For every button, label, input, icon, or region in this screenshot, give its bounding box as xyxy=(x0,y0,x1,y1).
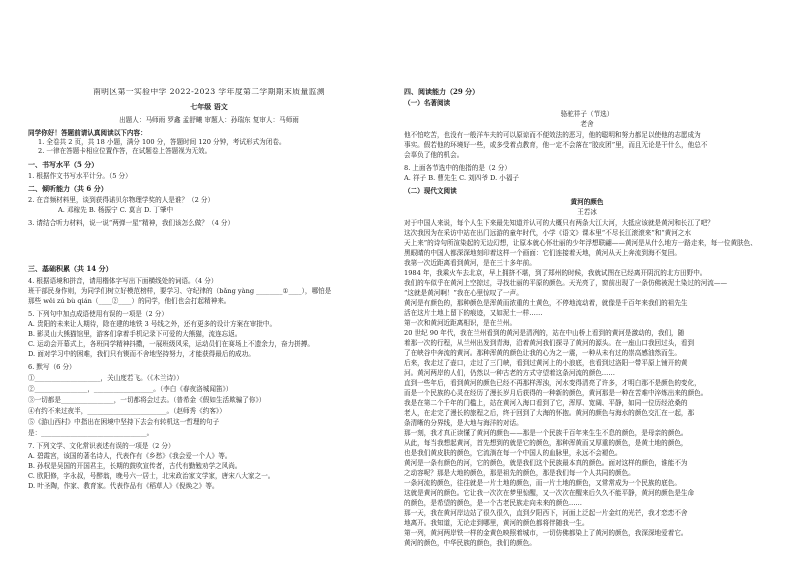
passage-2-line: 黑眼睛的中国人都深深地刻印着这样一个画面：它们连接着天地，黄河从天上奔流到海不复回。 xyxy=(404,249,681,257)
question-3: 3. 请结合听力材料，说一说“两弹一星”精神，我们该怎么做？（4 分） xyxy=(28,219,235,227)
question-5-option-d: D. 面对学习中的困难，我们只有锲而不舍地坚持努力，才能获得最后的成功。 xyxy=(28,350,255,358)
question-8: 8. 上面各节选中的他指的是（2 分） xyxy=(404,164,511,172)
question-2: 2. 在音频材料里，谈到获得诺贝尔物理学奖的人是谁？（2 分） xyxy=(28,196,215,204)
passage-2-line: 也是我们黄皮肤的颜色，它流淌在每一个中国人的血脉里，永远不会褪色。 xyxy=(404,449,622,457)
exam-staff: 出题人：马师雨 罗鑫 孟舒曦 审题人：孙瑞东 复审人：马师雨 xyxy=(119,116,299,124)
section-1-heading: 一、书写水平（5 分） xyxy=(28,161,99,169)
passage-2-line: 而是一个民族的心灵在经历了漫长岁月后获得的一种新的颜色，黄河那是一种在苦难中淬炼出来的颜色。 xyxy=(404,389,708,397)
passage-2-line: 第一列，黄河两岸铁一样的金黄色映照着城市，一切仿佛都染上了黄河的颜色，我深深地爱着它。 xyxy=(404,529,688,537)
passage-2-line: 第一次和黄河近距离相识，是在兰州。 xyxy=(404,319,517,327)
question-5-option-b: B. 影灵山大熊猫馆里，游客们拿着手机记录下可爱的大熊猫，流连忘返。 xyxy=(28,330,242,338)
question-6-item-5: ⑤《游山西村》中指出在困境中坚持下去会有转机这一哲理的句子 xyxy=(28,418,220,426)
question-5-option-a: A. 贵阳的未来让人期待，除在建的地铁 3 号线之外，还有更多的设计方案在审批中。 xyxy=(28,320,277,328)
exam-title: 南明区第一实验中学 2022-2023 学年度第二学期期末质量监测 xyxy=(92,88,325,96)
passage-2-line: 天上来”的诗句所渲染起的无边幻想，让原本就心怀壮丽的少年浮想联翩——黄河是从什么地方一路走来，每一位黄肤色、 xyxy=(404,239,757,247)
section-3-heading: 三、基础积累（共 14 分） xyxy=(28,265,113,273)
question-6-item-2: ②________________，__________________。（李白《春夜洛城闻笛》） xyxy=(28,385,233,393)
passage-2-line: 一条河流的颜色，往往就是一片土地的颜色，而一片土地的颜色，又常常成为一个民族的底色。 xyxy=(404,479,681,487)
question-6-item-5-cont: 是：________________________________。 xyxy=(28,429,154,437)
notice-item-2: 2. 一律在答题卡相应位置作答，在试题卷上答题视为无效。 xyxy=(38,147,212,155)
question-1: 1. 根据作文书写水平计分。（5 分） xyxy=(28,172,132,180)
passage-2-line: “这就是黄河啊！”我在心里惊叹了一声。 xyxy=(404,289,523,297)
question-4-line-2: 那些 wěi zú bù qián（____②____）的同学，他们也会打起精神来。 xyxy=(28,297,231,305)
passage-2-line: 那一刻，我才真正读懂了黄河的颜色——那是一个民族千百年来生生不息的颜色，是母亲的颜色。 xyxy=(404,429,688,437)
section-2-heading: 二、倾听能力（共 6 分） xyxy=(28,185,108,193)
passage-2-line: 直到一些年后，看到黄河的颜色已经不再那样浑浊，河水变得清亮了许多，才明白那不是颜色的变化， xyxy=(404,379,701,387)
part-2-heading: （二）现代文阅读 xyxy=(404,187,457,195)
passage-2-line: 地离开。我知道，无论走到哪里，黄河的颜色都将伴随我一生。 xyxy=(404,519,589,527)
passage-2-line: 黄河是一条有颜色的河，它的颜色，就是我们这个民族最本真的颜色。面对这样的颜色，谁能不为 xyxy=(404,459,688,467)
passage-1-line-2: 事实。假若他的环境好一些，或多受着点教育，他一定不会落在“胶皮团”里，而且无论是干什么，他总不 xyxy=(404,141,708,149)
passage-1-title: 骆驼祥子（节选） xyxy=(560,110,614,118)
passage-2-title: 黄河的颜色 xyxy=(570,198,604,206)
passage-2-line: 河。黄河两岸的人们，仍然以一种古老的方式守望着这条河流的颜色…… xyxy=(404,369,615,377)
question-5-option-c: C. 运动会开幕式上，各班同学精神抖擞，一展班级风采，运动员们在赛场上不遗余力，奋力拼搏。 xyxy=(28,340,314,348)
part-1-heading: （一）名著阅读 xyxy=(404,99,451,107)
section-4-heading: 四、阅读能力（29 分） xyxy=(404,88,480,96)
question-7-option-c: C. 欧阳修，字永叔，号醉翁，晚号六一居士，北宋政治家文学家，唐宋八大家之一。 xyxy=(28,472,275,480)
passage-2-line: 后来，我走过了壶口，走过了三门峡，看到过黄河上的小浪底，也看到过洛阳一带平原上铺开的黄 xyxy=(404,359,688,367)
passage-2-author: 王若冰 xyxy=(577,208,597,216)
passage-2-line: 活在这片土地上留下的痕迹，又如泥土一样…… xyxy=(404,309,543,317)
passage-2-line: 我们的车似乎在黄河上空掠过，寻找壮丽的平原的颜色。天光亮了，窗前出现了一条仿佛被泥土染过的河流—— xyxy=(404,279,728,287)
passage-2-line: 条清晰的分界线，是大地与海洋的对话。 xyxy=(404,419,523,427)
question-7-option-d: D. 叶圣陶，作家、教育家。代表作品有《稻草人》《倪焕之》等。 xyxy=(28,482,219,490)
passage-1-line-3: 会辜负了他的机会。 xyxy=(404,151,464,159)
passage-2-line: 的颜色，是希望的颜色，是一个古老民族走向未来的颜色…… xyxy=(404,499,583,507)
right-column xyxy=(404,0,770,562)
question-5: 5. 下列句中加点成语使用有误的一项是（2 分） xyxy=(28,310,168,318)
passage-2-line: 这次我因为在采访中站在出门远游的童年时代，小学《语文》课本里“不尽长江滚滚来”和“黄河之水 xyxy=(404,229,692,237)
question-8-options: A. 祥子 B. 曹先生 C. 刘四爷 D. 小福子 xyxy=(404,174,520,182)
notice-heading: 同学你好！答题前请认真阅读以下内容： xyxy=(28,129,147,137)
passage-2-line: 老人，在走完了漫长的旅程之后，终于回到了大海的怀抱。黄河的颜色与海水的颜色交汇在一起，那 xyxy=(404,409,695,417)
passage-2-line: 对于中国人来说，每个人生下来最先知道并认可的大概只有两条大江大河，大抵应该就是黄河和长江了吧？ xyxy=(404,219,714,227)
question-6: 6. 默写（6 分） xyxy=(28,363,76,371)
passage-2-line: 黄河是有颜色的，那种颜色是浑黄而浓重的土黄色，不停地流动着，就像是千百年来我们的祖先生 xyxy=(404,299,688,307)
notice-item-1: 1. 全卷共 2 页，共 18 小题，满分 100 分，答题时间 120 分钟，考试形式为闭卷。 xyxy=(38,138,286,146)
question-7: 7. 下列文学、文化常识表述有误的一项是（2 分） xyxy=(28,442,175,450)
passage-2-line: 了在峡谷中奔流的黄河。那种浑黄的颜色让我的心为之一震，一种从未有过的崇高感油然而生。 xyxy=(404,349,681,357)
question-6-item-4: ④有约不来过夜半，________________________。（赵师秀《约客》） xyxy=(28,407,226,415)
passage-2-line: 黄河的颜色，中华民族的颜色，我们的颜色。 xyxy=(404,539,536,547)
left-column xyxy=(28,0,390,562)
passage-2-line: 之动容呢？那是大地的颜色，那是祖先的颜色，那是我们每一个人共同的颜色。 xyxy=(404,469,635,477)
passage-2-line: 着那一次的行程，从兰州出发到青海，沿着黄河我们探寻了黄河的源头。在一座山口我回过头，看到 xyxy=(404,339,695,347)
passage-1-line-1: 他不怕吃苦，也没有一般洋车夫的可以原谅而不便效法的恶习，他的聪明和努力都足以使他的志愿成为 xyxy=(404,131,701,139)
passage-2-line: 我第一次近距离看到黄河，是在三十多年前。 xyxy=(404,259,536,267)
question-6-item-1: ①____________________，关山度若飞。（《木兰诗》） xyxy=(28,374,183,382)
question-7-option-a: A. 碧霞宫，该国的著名诗人，代表作有《乡愁》《我会爱一个人》等。 xyxy=(28,452,232,460)
passage-2-line: 这就是黄河的颜色。它让我一次次在梦里惊醒，又一次次在醒来后久久不能平静，黄河的颜色是生命 xyxy=(404,489,695,497)
question-2-options: A. 邓稼先 B. 杨振宁 C. 莫言 D. 丁肇中 xyxy=(58,206,174,214)
passage-2-line: 从此，每当我想起黄河，首先想到的就是它的颜色，那种浑黄而又厚重的颜色，是黄土地的颜色， xyxy=(404,439,688,447)
passage-2-line: 我是在第二个千年的门槛上，站在黄河入海口看到了它，浑厚、宽阔、平静，如同一位历经沧桑的 xyxy=(404,399,688,407)
passage-2-line: 20 世纪 90 年代，我在兰州看到的黄河是清冽的，站在中山桥上看到的黄河是激动的，我们，随 xyxy=(404,329,685,337)
passage-1-author: 老舍 xyxy=(580,120,594,128)
question-6-item-3: ③一切都是________________，一切都将会过去。（普希金《假如生活欺骗了你》） xyxy=(28,396,266,404)
passage-2-line: 1984 年，我乘火车去北京，早上拥挤不堪，到了郑州的时候，我就试图在已经离开阴沉的北方田野中。 xyxy=(404,269,707,277)
question-4-line-1: 班干部民身作则，为同学们树立好模范榜样，要学习、守纪律的（bǎng yàng ________①____），哪怕是 xyxy=(28,287,332,295)
question-7-option-b: B. 孙权是吴国的开国君主，长期的鼓吹宣传者，古代有勤勉劝学之风尚。 xyxy=(28,462,242,470)
exam-subtitle: 七年级 语文 xyxy=(190,103,228,111)
question-4: 4. 根据语境和拼音，请用楷体字写出下面横线处的词语。（4 分） xyxy=(28,277,218,285)
passage-2-line: 那一天，我在黄河岸边站了很久很久，直到夕阳西下，河面上泛起一片金红的光芒，我才恋恋不舍 xyxy=(404,509,688,517)
